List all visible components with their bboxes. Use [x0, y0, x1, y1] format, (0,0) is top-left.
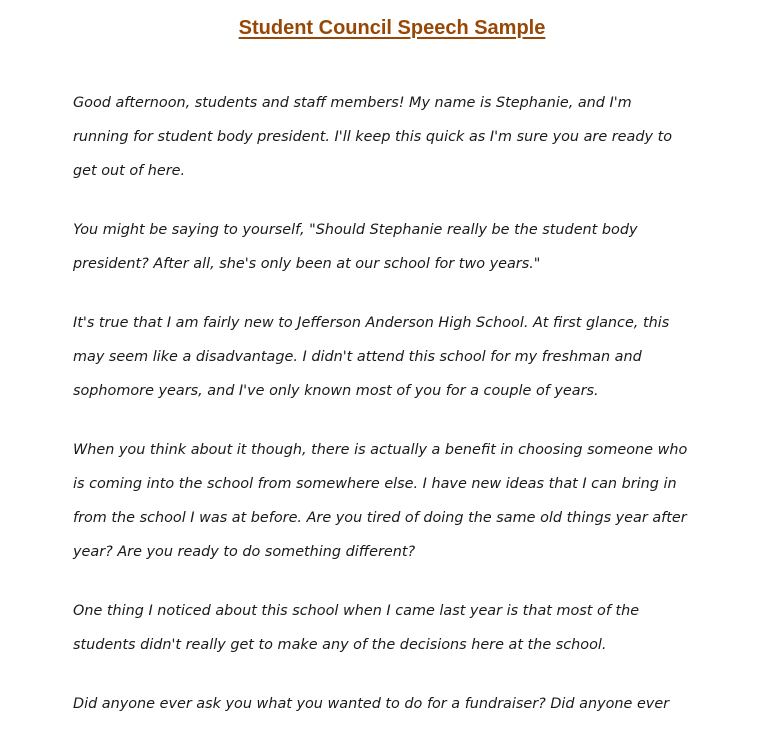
paragraph-line: is coming into the school from somewhere else. I have new ideas that I can bring in — [73, 476, 677, 492]
paragraph-1 — [73, 86, 733, 188]
paragraph-line: When you think about it though, there is actually a benefit in choosing someone who — [73, 442, 688, 458]
paragraph-2 — [73, 213, 733, 281]
paragraph-line: from the school I was at before. Are you tired of doing the same old things year after — [73, 510, 687, 526]
paragraph-line: It's true that I am fairly new to Jefferson Anderson High School. At first glance, this — [73, 315, 670, 331]
paragraph-line: may seem like a disadvantage. I didn't attend this school for my freshman and — [73, 349, 642, 365]
paragraph-line: Did anyone ever ask you what you wanted to do for a fundraiser? Did anyone ever — [73, 696, 670, 712]
paragraph-line: students didn't really get to make any of the decisions here at the school. — [73, 637, 607, 653]
paragraph-line: get out of here. — [73, 163, 186, 179]
paragraph-line: president? After all, she's only been at our school for two years." — [73, 256, 541, 272]
document-title: Student Council Speech Sample — [238, 17, 546, 39]
paragraph-line: running for student body president. I'll keep this quick as I'm sure you are ready to — [73, 129, 673, 145]
paragraph-4 — [73, 433, 733, 569]
paragraph-line: You might be saying to yourself, "Should Stephanie really be the student body — [73, 222, 638, 238]
paragraph-line: sophomore years, and I've only known most of you for a couple of years. — [73, 383, 599, 399]
paragraph-line: One thing I noticed about this school when I came last year is that most of the — [73, 603, 640, 619]
paragraph-6 — [73, 687, 733, 721]
paragraph-5 — [73, 594, 733, 662]
speech-body — [73, 86, 733, 743]
paragraph-3 — [73, 306, 733, 408]
paragraph-line: year? Are you ready to do something different? — [73, 544, 416, 560]
paragraph-line: Good afternoon, students and staff members! My name is Stephanie, and I'm — [73, 95, 632, 111]
